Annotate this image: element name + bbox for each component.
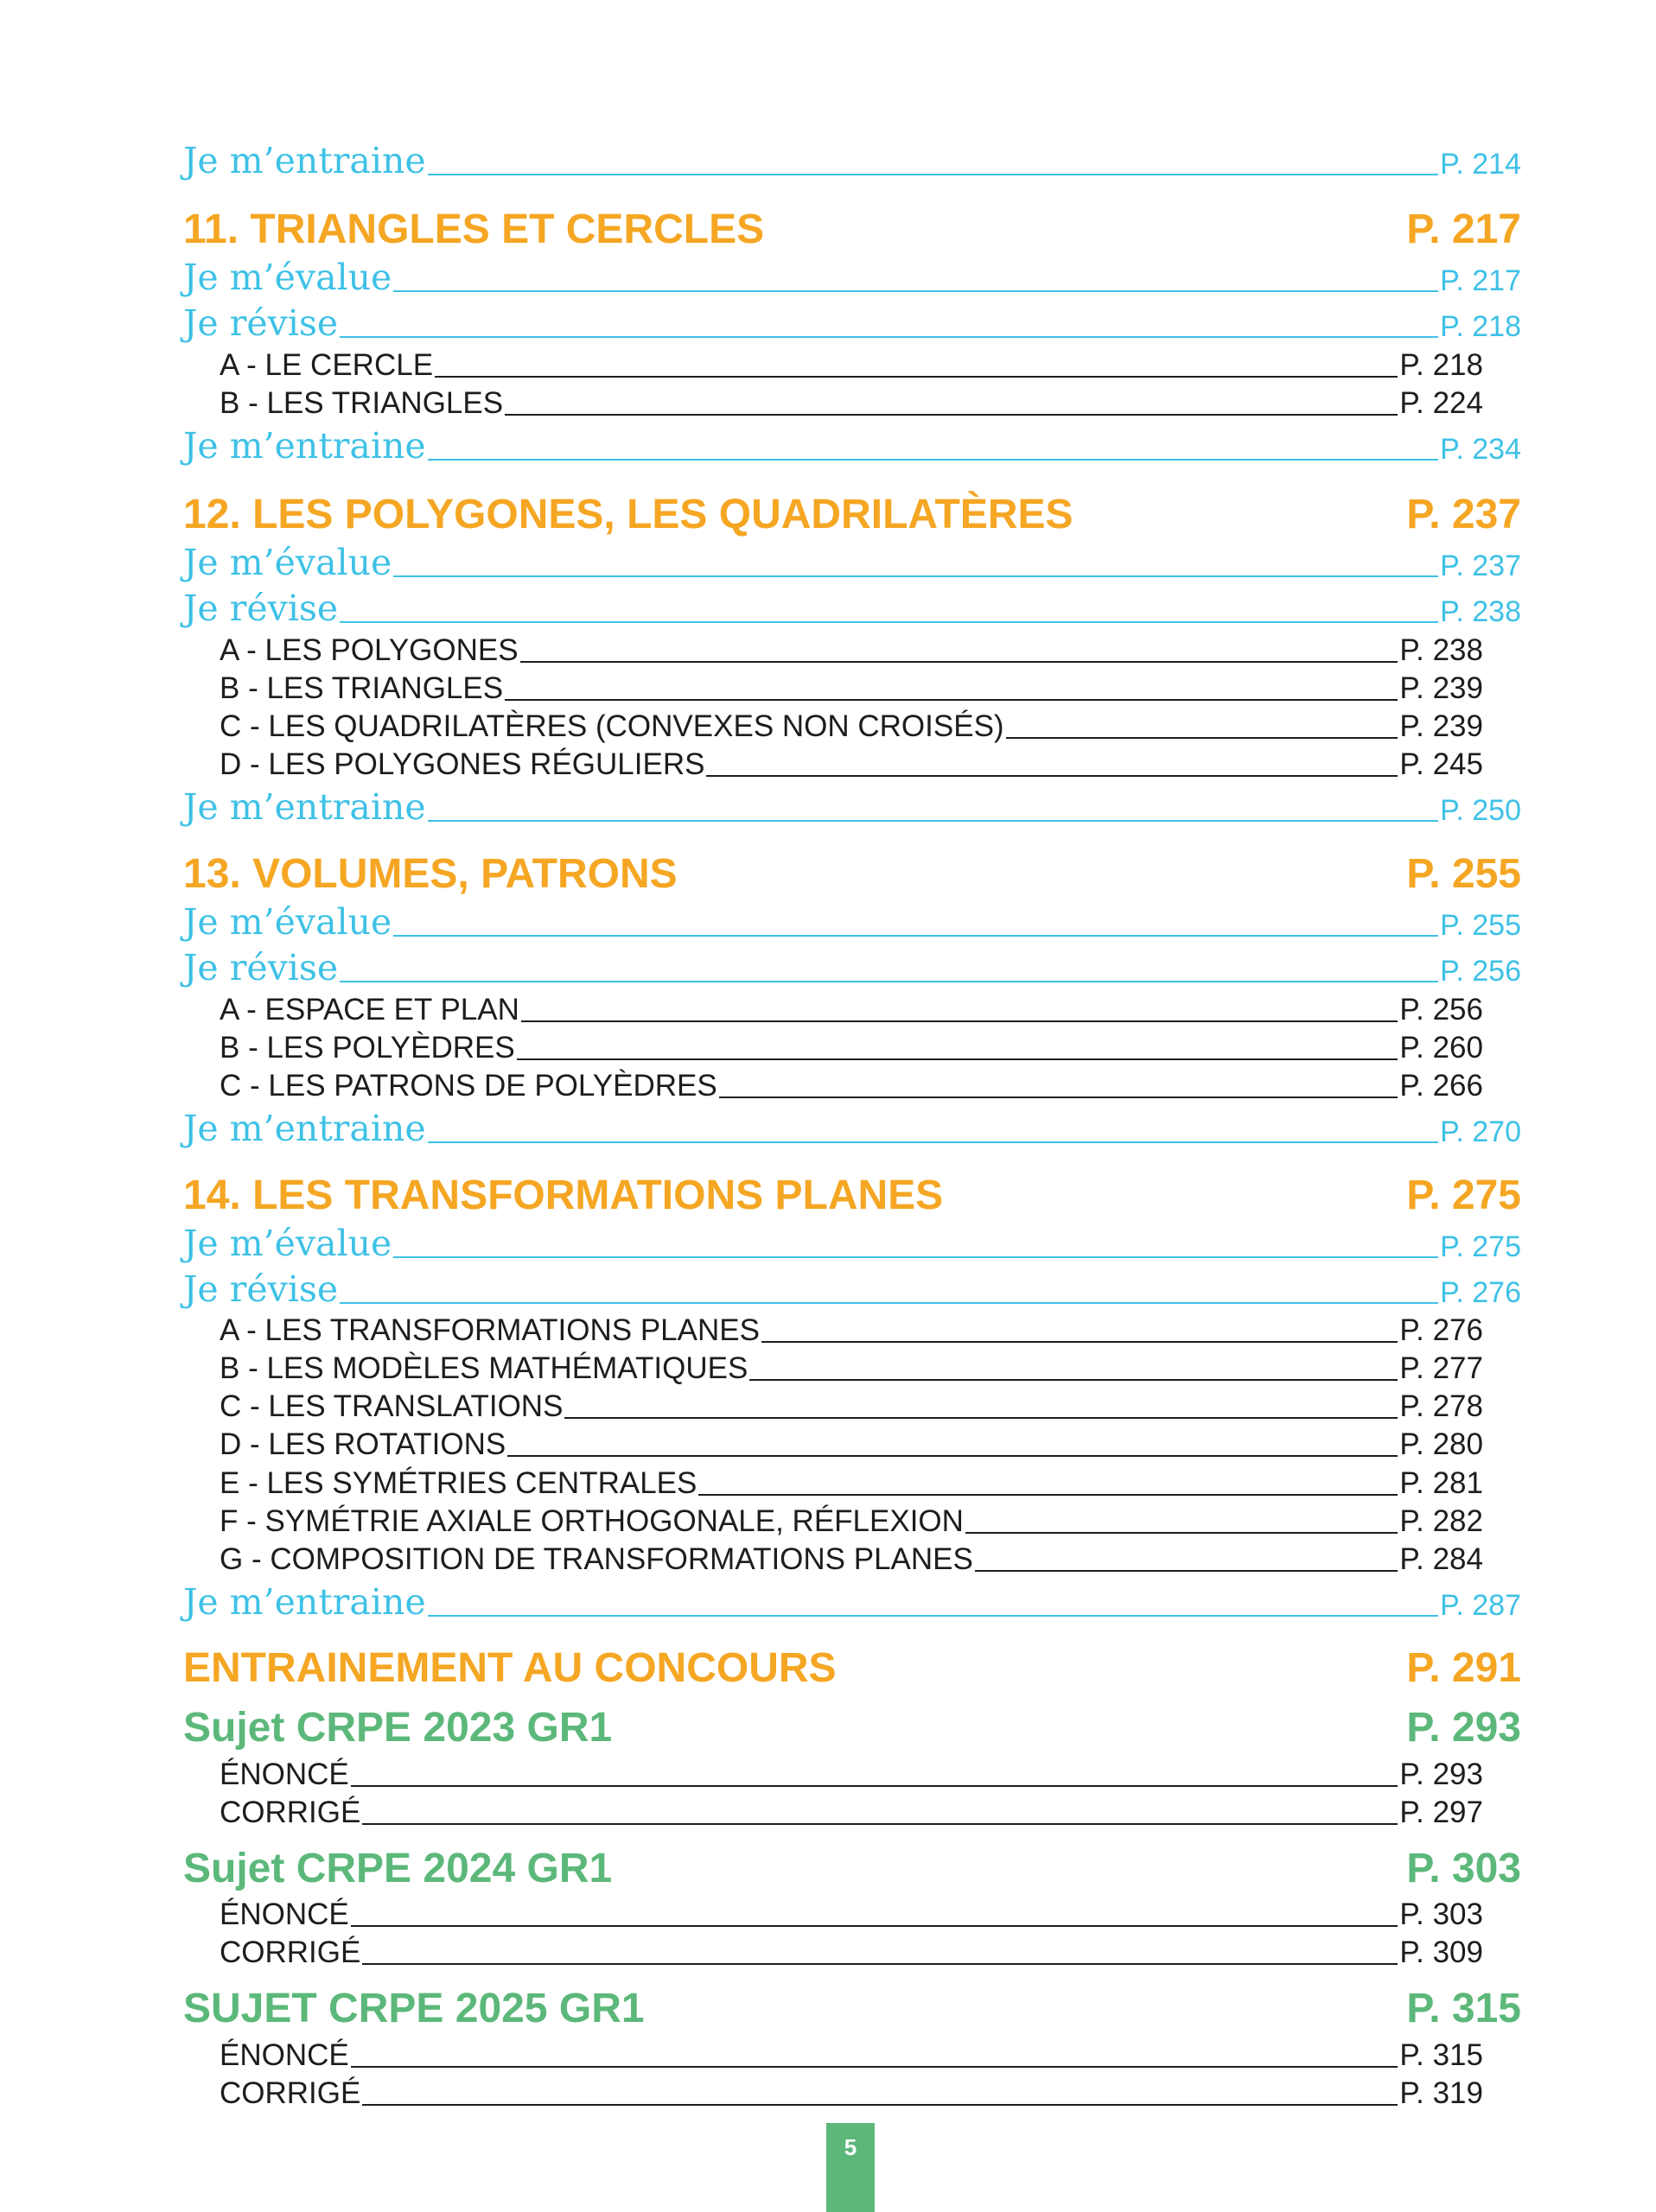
toc-label: 14. LES TRANSFORMATIONS PLANES	[183, 1173, 944, 1218]
toc-row-blue	[183, 1095, 1521, 1147]
toc-page: P. 270	[1440, 1116, 1521, 1148]
toc-page: P. 293	[1399, 1758, 1483, 1791]
toc-row-blue	[183, 244, 1521, 296]
toc-label: Je m’évalue	[183, 1223, 392, 1264]
toc-row-item	[220, 366, 1483, 418]
toc-leader-line	[362, 1963, 1398, 1965]
toc-row-blue	[183, 412, 1521, 467]
toc-row-chapter	[183, 1637, 1521, 1689]
toc-page: P. 237	[1406, 492, 1521, 537]
toc-label: SUJET CRPE 2025 GR1	[183, 1986, 645, 2031]
toc-leader-line	[428, 820, 1438, 822]
toc-label: Je m’évalue	[183, 542, 392, 583]
toc-label: Je m’évalue	[183, 257, 392, 298]
toc-page: P. 224	[1399, 386, 1483, 420]
toc-page: P. 276	[1399, 1313, 1483, 1347]
toc-row-item	[220, 1776, 1483, 1827]
toc-label: Je m’entraine	[183, 1581, 426, 1623]
toc-label: F - SYMÉTRIE AXIALE ORTHOGONALE, RÉFLEXION	[220, 1504, 964, 1538]
toc-page: P. 282	[1399, 1504, 1483, 1538]
toc-page: P. 255	[1406, 851, 1521, 897]
toc-page: P. 303	[1399, 1897, 1483, 1931]
toc-label: Je révise	[183, 588, 339, 629]
toc-label: Je révise	[183, 947, 339, 988]
toc-page: P. 297	[1399, 1796, 1483, 1829]
toc-page: P. 239	[1399, 671, 1483, 705]
toc-page: P. 218	[1440, 310, 1521, 343]
toc-label: Je révise	[183, 1268, 339, 1310]
toc-row-item	[220, 2056, 1483, 2108]
toc-page: P. 293	[1406, 1705, 1521, 1751]
toc-page: P. 315	[1399, 2038, 1483, 2072]
toc-leader-line	[362, 1823, 1398, 1825]
toc-label: ENTRAINEMENT AU CONCOURS	[183, 1645, 837, 1691]
toc-label: B - LES POLYÈDRES	[220, 1031, 515, 1065]
toc-page: P. 214	[1440, 148, 1521, 181]
toc-page: P. 275	[1406, 1173, 1521, 1218]
toc-label: 12. LES POLYGONES, LES QUADRILATÈRES	[183, 492, 1073, 537]
toc-label: ÉNONCÉ	[220, 2038, 349, 2072]
toc-page: P. 256	[1440, 955, 1521, 988]
toc-label: ÉNONCÉ	[220, 1897, 349, 1931]
toc-leader-line	[362, 2104, 1398, 2106]
toc-row-blue	[183, 888, 1521, 943]
toc-label: E - LES SYMÉTRIES CENTRALES	[220, 1466, 697, 1500]
toc-label: C - LES TRANSLATIONS	[220, 1389, 564, 1423]
toc-label: C - LES QUADRILATÈRES (CONVEXES NON CROISÉS)	[220, 709, 1004, 743]
toc-page: P. 255	[1440, 909, 1521, 942]
toc-label: D - LES ROTATIONS	[220, 1427, 506, 1461]
toc-page: P. 276	[1440, 1276, 1521, 1309]
toc-page: P. 217	[1440, 264, 1521, 297]
toc-page: P. 260	[1399, 1031, 1483, 1065]
toc-leader-line	[428, 174, 1438, 175]
toc-row-blue	[183, 127, 1521, 179]
toc-leader-line	[428, 459, 1438, 461]
toc-page: P. 245	[1399, 747, 1483, 781]
toc-page: P. 239	[1399, 709, 1483, 743]
toc-label: CORRIGÉ	[220, 1796, 361, 1829]
toc-label: Sujet CRPE 2023 GR1	[183, 1705, 613, 1751]
toc-page: P. 238	[1399, 633, 1483, 667]
toc-label: Sujet CRPE 2024 GR1	[183, 1846, 613, 1891]
toc-page: P. 218	[1399, 348, 1483, 382]
toc-label: B - LES MODÈLES MATHÉMATIQUES	[220, 1351, 748, 1385]
toc-label: Je m’évalue	[183, 901, 392, 943]
toc-row-item	[220, 1522, 1483, 1574]
toc-label: ÉNONCÉ	[220, 1758, 349, 1791]
toc-page: P. 315	[1406, 1986, 1521, 2031]
toc-label: CORRIGÉ	[220, 2076, 361, 2110]
toc-label: B - LES TRIANGLES	[220, 671, 504, 705]
toc-label: Je m’entraine	[183, 786, 426, 828]
toc-label: Je m’entraine	[183, 1108, 426, 1149]
toc-row-item	[220, 728, 1483, 779]
toc-page: P. 303	[1406, 1846, 1521, 1891]
toc-page: P. 277	[1399, 1351, 1483, 1385]
toc-label: D - LES POLYGONES RÉGULIERS	[220, 747, 705, 781]
toc-label: A - LE CERCLE	[220, 348, 434, 382]
toc-label: CORRIGÉ	[220, 1936, 361, 1969]
page-number-tab: 5	[826, 2123, 875, 2212]
toc-row-item	[220, 1049, 1483, 1101]
toc-label: A - ESPACE ET PLAN	[220, 993, 519, 1027]
toc-page: P. 238	[1440, 595, 1521, 628]
toc-label: 13. VOLUMES, PATRONS	[183, 851, 678, 897]
toc-label: C - LES PATRONS DE POLYÈDRES	[220, 1069, 717, 1103]
toc-label: B - LES TRIANGLES	[220, 386, 504, 420]
toc-row-chapter	[183, 1165, 1521, 1217]
toc-label: A - LES POLYGONES	[220, 633, 519, 667]
toc-row-blue	[183, 529, 1521, 581]
toc-row-chapter	[183, 484, 1521, 536]
toc-page: P. 291	[1406, 1645, 1521, 1691]
toc-label: Je m’entraine	[183, 425, 426, 467]
toc-row-chapter	[183, 199, 1521, 251]
toc-page: P. 266	[1399, 1069, 1483, 1103]
toc-page: P. 284	[1399, 1542, 1483, 1576]
toc-page: P. 256	[1399, 993, 1483, 1027]
toc-page: P. 250	[1440, 794, 1521, 827]
toc-page: P. 281	[1399, 1466, 1483, 1500]
toc-row-blue	[183, 1210, 1521, 1262]
toc-label: Je m’entraine	[183, 140, 426, 181]
toc-page: P. 237	[1440, 550, 1521, 582]
toc-page: P. 309	[1399, 1936, 1483, 1969]
toc-page: P. 217	[1406, 207, 1521, 252]
toc-page: P. 278	[1399, 1389, 1483, 1423]
toc-page: P. 319	[1399, 2076, 1483, 2110]
toc-label: G - COMPOSITION DE TRANSFORMATIONS PLANES	[220, 1542, 973, 1576]
toc-page: P. 234	[1440, 433, 1521, 466]
toc-label: A - LES TRANSFORMATIONS PLANES	[220, 1313, 760, 1347]
toc-row-chapter	[183, 843, 1521, 895]
toc-row-item	[220, 1916, 1483, 1967]
toc-leader-line	[428, 1615, 1438, 1617]
toc-row-blue	[183, 1568, 1521, 1623]
toc-leader-line	[428, 1141, 1438, 1143]
toc-label: 11. TRIANGLES ET CERCLES	[183, 207, 765, 252]
toc-page: P. 275	[1440, 1230, 1521, 1263]
toc-page: P. 287	[1440, 1589, 1521, 1622]
toc-row-blue	[183, 773, 1521, 828]
toc-label: Je révise	[183, 302, 339, 344]
toc-page: P. 280	[1399, 1427, 1483, 1461]
